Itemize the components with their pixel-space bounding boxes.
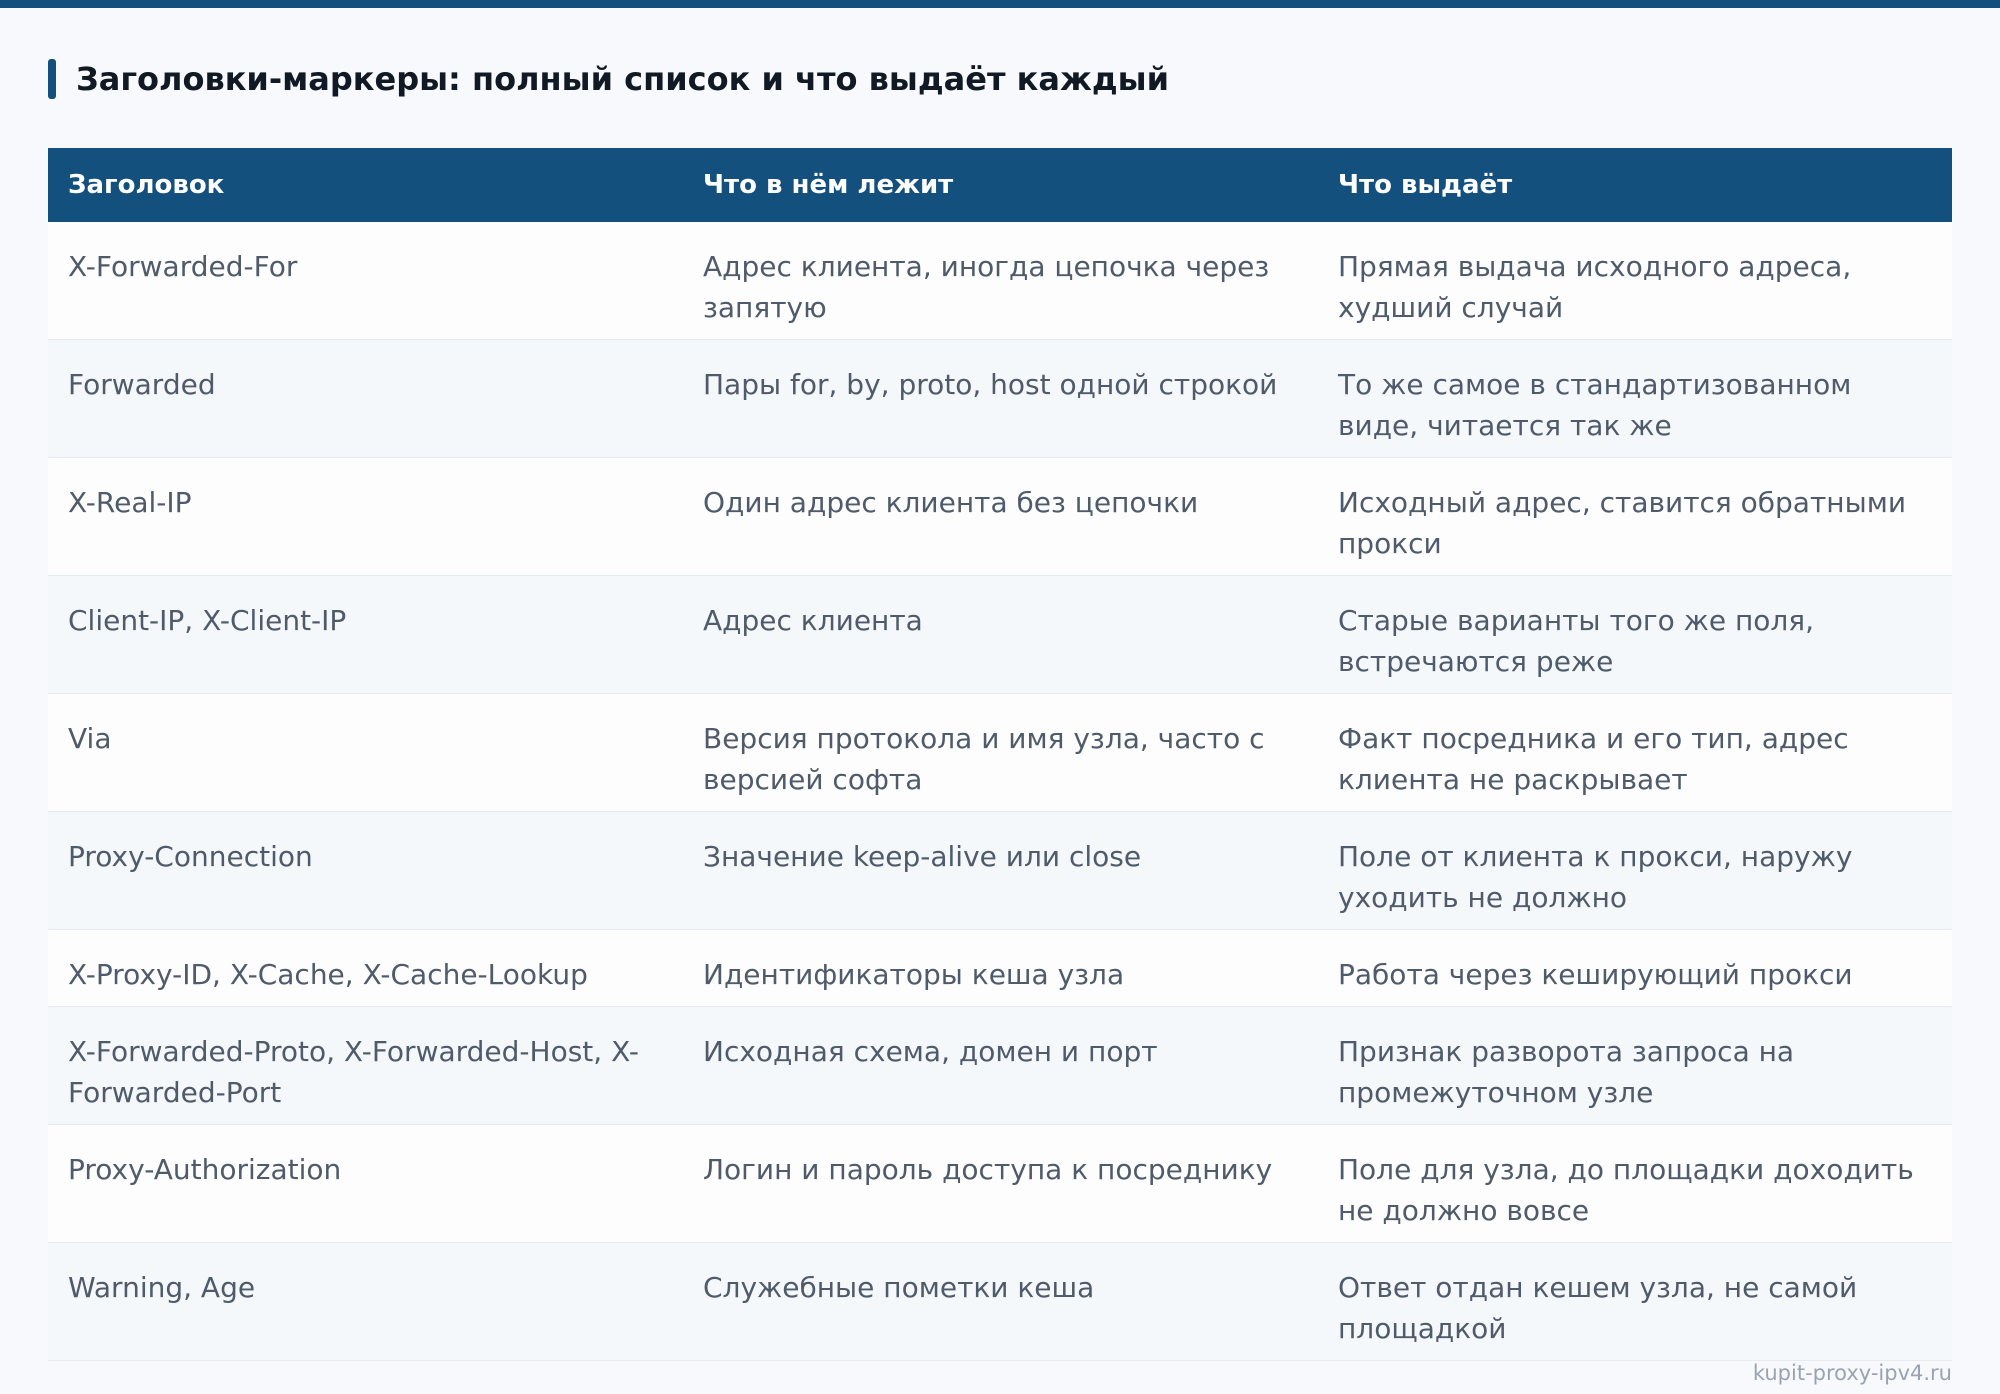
table-row	[48, 340, 1952, 458]
cell-reveals: То же самое в стандартизованном виде, читается так же	[1338, 368, 1852, 442]
cell-contents: Версия протокола и имя узла, часто с версией софта	[703, 722, 1265, 796]
table-row	[48, 694, 1952, 812]
cell-header-name: X-Forwarded-Proto, X-Forwarded-Host, X-Forwarded-Port	[68, 1035, 639, 1109]
table-row	[48, 930, 1952, 1007]
column-header-contents: Что в нём лежит	[703, 170, 954, 200]
cell-reveals: Поле для узла, до площадки доходить не должно вовсе	[1338, 1153, 1914, 1227]
headers-table	[48, 148, 1952, 1361]
cell-reveals: Исходный адрес, ставится обратными прокси	[1338, 486, 1907, 560]
cell-header-name: Forwarded	[68, 368, 216, 401]
cell-contents: Значение keep-alive или close	[703, 840, 1142, 873]
table-row	[48, 576, 1952, 694]
cell-header-name: Proxy-Authorization	[68, 1153, 342, 1186]
cell-header-name: Client-IP, X-Client-IP	[68, 604, 347, 637]
cell-contents: Исходная схема, домен и порт	[703, 1035, 1158, 1068]
heading-accent-marker	[48, 59, 56, 99]
top-accent-bar	[0, 0, 2000, 8]
cell-header-name: X-Real-IP	[68, 486, 192, 519]
cell-contents: Логин и пароль доступа к посреднику	[703, 1153, 1273, 1186]
cell-header-name: Proxy-Connection	[68, 840, 313, 873]
cell-contents: Служебные пометки кеша	[703, 1271, 1095, 1304]
table-header-row	[48, 148, 1952, 222]
cell-reveals: Старые варианты того же поля, встречаются реже	[1338, 604, 1815, 678]
cell-contents: Адрес клиента	[703, 604, 923, 637]
table-row	[48, 458, 1952, 576]
table-row	[48, 1125, 1952, 1243]
cell-header-name: X-Proxy-ID, X-Cache, X-Cache-Lookup	[68, 958, 588, 991]
cell-header-name: Via	[68, 722, 112, 755]
cell-reveals: Ответ отдан кешем узла, не самой площадкой	[1338, 1271, 1858, 1345]
cell-reveals: Работа через кеширующий прокси	[1338, 958, 1853, 991]
table-row	[48, 1007, 1952, 1125]
cell-reveals: Поле от клиента к прокси, наружу уходить не должно	[1338, 840, 1853, 914]
cell-contents: Идентификаторы кеша узла	[703, 958, 1125, 991]
site-watermark: kupit-proxy-ipv4.ru	[1752, 1361, 1952, 1385]
cell-contents: Один адрес клиента без цепочки	[703, 486, 1199, 519]
cell-header-name: Warning, Age	[68, 1271, 256, 1304]
table-row	[48, 812, 1952, 930]
table-row	[48, 222, 1952, 340]
table-row	[48, 1243, 1952, 1361]
cell-contents: Адрес клиента, иногда цепочка через запятую	[703, 250, 1270, 324]
column-header-header: Заголовок	[68, 170, 225, 200]
cell-reveals: Факт посредника и его тип, адрес клиента не раскрывает	[1338, 722, 1849, 796]
cell-reveals: Признак разворота запроса на промежуточном узле	[1338, 1035, 1795, 1109]
cell-contents: Пары for, by, proto, host одной строкой	[703, 368, 1278, 401]
section-heading	[48, 58, 1169, 100]
cell-header-name: X-Forwarded-For	[68, 250, 298, 283]
column-header-reveals: Что выдаёт	[1338, 170, 1513, 200]
cell-reveals: Прямая выдача исходного адреса, худший случай	[1338, 250, 1852, 324]
table-body	[48, 222, 1952, 1361]
page-title: Заголовки-маркеры: полный список и что выдаёт каждый	[76, 60, 1170, 98]
